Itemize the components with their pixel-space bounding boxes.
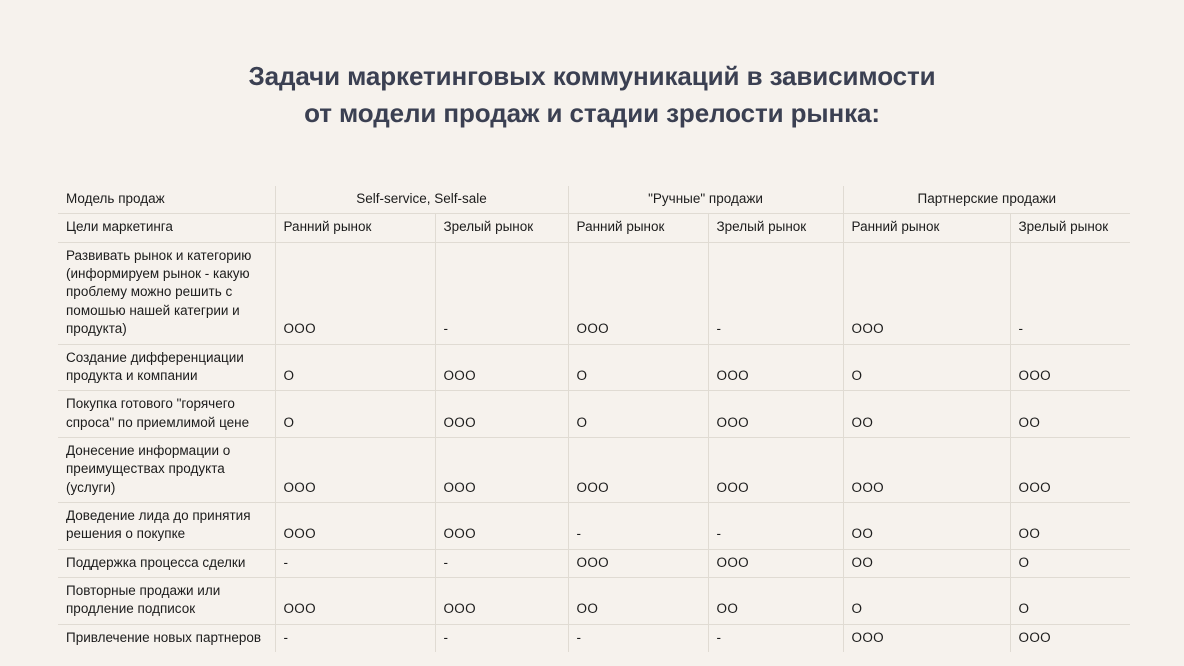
table-row — [58, 242, 1130, 344]
cell-r7-c5: ООО — [1018, 629, 1051, 645]
cell-r6-c4: О — [843, 578, 1010, 625]
cell-r6-c3: ОО — [708, 578, 843, 625]
header-market-stage-5: Зрелый рынок — [1010, 214, 1130, 242]
cell-r0-c5: - — [1010, 242, 1130, 344]
table-row — [58, 344, 1130, 391]
page-title-line-2: от модели продаж и стадии зрелости рынка: — [304, 97, 880, 128]
cell-r6-c5: О — [1010, 578, 1130, 625]
row-label-5: Поддержка процесса сделки — [58, 549, 275, 577]
cell-r4-c5: ОО — [1010, 503, 1130, 550]
header-sales-model-2: Партнерские продажи — [843, 186, 1130, 214]
cell-r4-c4: ОО — [843, 503, 1010, 550]
cell-r4-c0: ООО — [275, 503, 435, 550]
header-market-stage-4: Ранний рынок — [843, 214, 1010, 242]
cell-r2-c5: ОО — [1010, 391, 1130, 438]
cell-r3-c5: ООО — [1010, 437, 1130, 502]
page-title-line-1: Задачи маркетинговых коммуникаций в зависимости — [248, 61, 936, 91]
header-sales-model-1: "Ручные" продажи — [568, 186, 843, 214]
cell-r7-c4: ООО — [843, 624, 1010, 652]
header-market-stage-0: Ранний рынок — [275, 214, 435, 242]
row-label-1: Создание дифференциации продукта и компании — [58, 344, 275, 391]
table-row — [58, 549, 1130, 577]
cell-r5-c5: О — [1010, 549, 1130, 577]
table-row — [58, 578, 1130, 625]
cell-r7-c0: - — [275, 624, 435, 652]
cell-r1-c2: О — [568, 344, 708, 391]
cell-r7-c1: - — [435, 624, 568, 652]
cell-r5-c4: ОО — [843, 549, 1010, 577]
cell-r2-c4: ОО — [843, 391, 1010, 438]
cell-r2-c2: О — [568, 391, 708, 438]
cell-r1-c5: ООО — [1010, 344, 1130, 391]
table-row — [58, 437, 1130, 502]
table-header-row-sales-models — [58, 186, 1130, 214]
cell-r7-c3: - — [708, 624, 843, 652]
cell-r3-c2: ООО — [568, 437, 708, 502]
marketing-goals-table — [58, 186, 1130, 652]
row-label-7: Привлечение новых партнеров — [58, 624, 275, 652]
cell-r5-c3: ООО — [708, 549, 843, 577]
cell-r6-c2: ОО — [568, 578, 708, 625]
header-market-stage-3: Зрелый рынок — [708, 214, 843, 242]
cell-r0-c4: ООО — [843, 242, 1010, 344]
cell-r0-c3: - — [708, 242, 843, 344]
cell-r0-c2: ООО — [568, 242, 708, 344]
header-corner-sales-model: Модель продаж — [58, 186, 275, 214]
cell-r4-c1: ООО — [435, 503, 568, 550]
row-label-6: Повторные продажи или продление подписок — [58, 578, 275, 625]
cell-r4-c3: - — [708, 503, 843, 550]
table-row — [58, 624, 1130, 652]
cell-r4-c2: - — [568, 503, 708, 550]
row-label-3: Донесение информации о преимуществах продукта (услуги) — [58, 437, 275, 502]
row-label-0: Развивать рынок и категорию (информируем рынок - какую проблему можно решить с помошью нашей категрии и продукта) — [58, 242, 275, 344]
page-title — [0, 58, 1184, 132]
header-corner-marketing-goals: Цели маркетинга — [58, 214, 275, 242]
cell-r3-c1: ООО — [435, 437, 568, 502]
cell-r5-c1: - — [435, 549, 568, 577]
cell-r5-c0: - — [275, 549, 435, 577]
header-market-stage-1: Зрелый рынок — [435, 214, 568, 242]
table-row — [58, 391, 1130, 438]
table-row — [58, 503, 1130, 550]
cell-r3-c3: ООО — [708, 437, 843, 502]
header-market-stage-2: Ранний рынок — [568, 214, 708, 242]
cell-r6-c0: ООО — [275, 578, 435, 625]
row-label-4: Доведение лида до принятия решения о покупке — [58, 503, 275, 550]
cell-r7-c2: - — [568, 624, 708, 652]
row-label-2: Покупка готового "горячего спроса" по приемлимой цене — [58, 391, 275, 438]
cell-r1-c0: О — [275, 344, 435, 391]
cell-r5-c2: ООО — [568, 549, 708, 577]
cell-r3-c4: ООО — [843, 437, 1010, 502]
cell-r2-c1: ООО — [435, 391, 568, 438]
cell-r0-c0: ООО — [275, 242, 435, 344]
cell-r1-c4: О — [843, 344, 1010, 391]
cell-r2-c0: О — [275, 391, 435, 438]
cell-r1-c1: ООО — [435, 344, 568, 391]
cell-r6-c1: ООО — [435, 578, 568, 625]
cell-r0-c1: - — [435, 242, 568, 344]
table-header-row-market-stages — [58, 214, 1130, 242]
cell-r1-c3: ООО — [708, 344, 843, 391]
header-sales-model-0: Self-service, Self-sale — [275, 186, 568, 214]
cell-r2-c3: ООО — [708, 391, 843, 438]
cell-r3-c0: ООО — [275, 437, 435, 502]
